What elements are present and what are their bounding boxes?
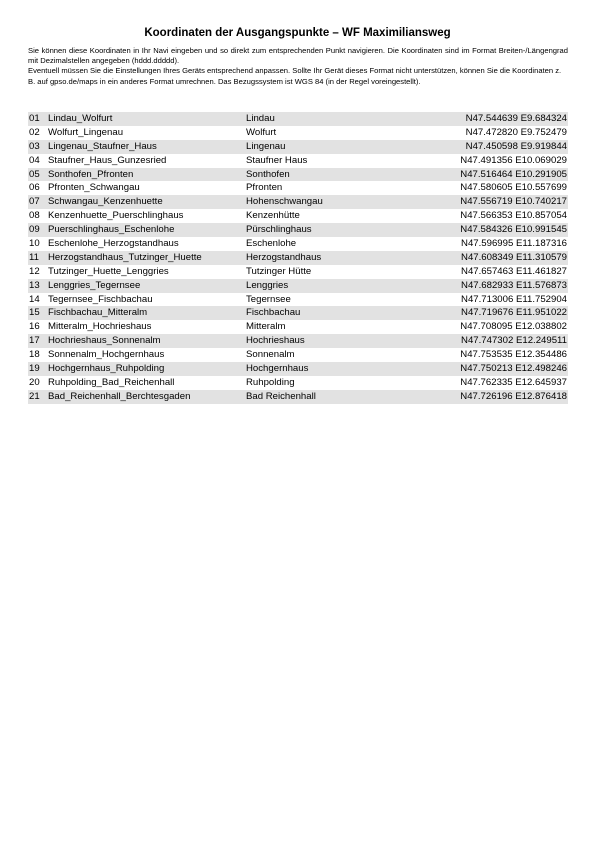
start-point: Pfronten (246, 182, 283, 194)
route-name: Hochgernhaus_Ruhpolding (48, 363, 165, 375)
start-point: Kenzenhütte (246, 210, 300, 222)
table-row (28, 390, 568, 404)
start-point: Wolfurt (246, 126, 277, 138)
start-point: Pürschlinghaus (246, 224, 312, 236)
row-number: 14 (29, 293, 40, 305)
page-title: Koordinaten der Ausgangspunkte – WF Maximiliansweg (144, 27, 451, 39)
route-name: Fischbachau_Mitteralm (48, 307, 148, 319)
row-number: 18 (29, 349, 40, 361)
coordinates: N47.726196 E12.876418 (460, 390, 567, 402)
row-number: 19 (29, 363, 40, 375)
route-name: Ruhpolding_Bad_Reichenhall (48, 376, 175, 388)
start-point: Staufner Haus (246, 154, 308, 166)
route-name: Bad_Reichenhall_Berchtesgaden (48, 390, 191, 402)
start-point: Sonthofen (246, 168, 290, 180)
route-name: Sonnenalm_Hochgernhaus (48, 349, 165, 361)
start-point: Lingenau (246, 140, 286, 152)
start-point: Lindau (246, 113, 275, 124)
start-point: Hohenschwangau (246, 196, 323, 208)
route-name: Sonthofen_Pfronten (48, 168, 134, 180)
row-number: 07 (29, 196, 40, 208)
coordinates: N47.472820 E9.752479 (465, 126, 567, 138)
coordinates: N47.584326 E10.991545 (460, 224, 567, 236)
row-number: 17 (29, 335, 40, 347)
table-row (28, 362, 568, 376)
coordinates: N47.708095 E12.038802 (460, 321, 567, 333)
coordinates-table (28, 112, 568, 404)
table-row (28, 293, 568, 307)
start-point: Tegernsee (246, 293, 291, 305)
row-number: 02 (29, 126, 40, 138)
row-number: 12 (29, 265, 40, 277)
start-point: Mitteralm (246, 321, 286, 333)
start-point: Lenggries (246, 279, 289, 291)
table-row (28, 306, 568, 320)
coordinates: N47.608349 E11.310579 (461, 251, 567, 263)
table-row (28, 154, 568, 168)
table-row (28, 223, 568, 237)
route-name: Lindau_Wolfurt (48, 113, 113, 124)
row-number: 13 (29, 279, 40, 291)
intro-paragraph-2: Eventuell müssen Sie die Einstellungen Ihres Geräts entsprechend anpassen. Sollte Ihr Gerät dieses Format nicht unterstützen, können Sie die Koordinaten z. B. auf gpso.de/maps in ein anderes Format umrechnen. Das Bezugssystem ist WGS 84 (in der Regel voreingestellt). (28, 66, 562, 86)
route-name: Puerschlinghaus_Eschenlohe (48, 224, 175, 236)
coordinates: N47.556719 E10.740217 (460, 196, 567, 208)
coordinates: N47.544639 E9.684324 (465, 113, 567, 124)
row-number: 20 (29, 376, 40, 388)
coordinates: N47.713006 E11.752904 (461, 293, 567, 305)
intro-paragraph-1: Sie können diese Koordinaten in Ihr Navi eingeben und so direkt zum entsprechenden Punkt navigieren. Die Koordinaten sind im Format Breiten-/Längengrad mit Dezimalstellen angegeben (hddd.ddddd). (28, 46, 568, 66)
table-row (28, 168, 568, 182)
coordinates: N47.491356 E10.069029 (460, 154, 567, 166)
table-row (28, 251, 568, 265)
coordinates: N47.566353 E10.857054 (460, 210, 567, 222)
start-point: Herzogstandhaus (246, 251, 322, 263)
start-point: Fischbachau (246, 307, 301, 319)
table-row (28, 195, 568, 209)
route-name: Mitteralm_Hochrieshaus (48, 321, 152, 333)
coordinates: N47.580605 E10.557699 (460, 182, 567, 194)
start-point: Hochrieshaus (246, 335, 305, 347)
row-number: 09 (29, 224, 40, 236)
row-number: 04 (29, 154, 40, 166)
table-row (28, 376, 568, 390)
table-row (28, 265, 568, 279)
route-name: Schwangau_Kenzenhuette (48, 196, 163, 208)
row-number: 03 (29, 140, 40, 152)
coordinates: N47.750213 E12.498246 (460, 363, 567, 375)
row-number: 10 (29, 238, 40, 250)
route-name: Tutzinger_Huette_Lenggries (48, 265, 169, 277)
table-row (28, 126, 568, 140)
start-point: Sonnenalm (246, 349, 295, 361)
route-name: Kenzenhuette_Puerschlinghaus (48, 210, 184, 222)
coordinates: N47.682933 E11.576873 (461, 279, 567, 291)
route-name: Lenggries_Tegernsee (48, 279, 141, 291)
route-name: Staufner_Haus_Gunzesried (48, 154, 167, 166)
table-row (28, 209, 568, 223)
coordinates: N47.747302 E12.249511 (461, 335, 567, 347)
table-row (28, 140, 568, 154)
start-point: Bad Reichenhall (246, 390, 316, 402)
coordinates: N47.596995 E11.187316 (461, 238, 567, 250)
start-point: Hochgernhaus (246, 363, 309, 375)
table-row (28, 320, 568, 334)
row-number: 01 (29, 113, 40, 124)
route-name: Pfronten_Schwangau (48, 182, 140, 194)
route-name: Wolfurt_Lingenau (48, 126, 124, 138)
route-name: Eschenlohe_Herzogstandhaus (48, 238, 179, 250)
route-name: Herzogstandhaus_Tutzinger_Huette (48, 251, 202, 263)
row-number: 21 (29, 390, 40, 402)
route-name: Tegernsee_Fischbachau (48, 293, 153, 305)
table-row (28, 181, 568, 195)
row-number: 08 (29, 210, 40, 222)
start-point: Ruhpolding (246, 376, 295, 388)
coordinates: N47.762335 E12.645937 (460, 376, 567, 388)
start-point: Eschenlohe (246, 238, 297, 250)
route-name: Hochrieshaus_Sonnenalm (48, 335, 161, 347)
route-name: Lingenau_Staufner_Haus (48, 140, 157, 152)
coordinates: N47.719676 E11.951022 (461, 307, 567, 319)
table-row (28, 237, 568, 251)
row-number: 06 (29, 182, 40, 194)
row-number: 05 (29, 168, 40, 180)
table-row (28, 334, 568, 348)
row-number: 15 (29, 307, 40, 319)
coordinates: N47.657463 E11.461827 (461, 265, 567, 277)
table-row (28, 279, 568, 293)
coordinates: N47.753535 E12.354486 (460, 349, 567, 361)
row-number: 11 (29, 251, 39, 263)
coordinates: N47.450598 E9.919844 (465, 140, 567, 152)
row-number: 16 (29, 321, 40, 333)
table-row (28, 348, 568, 362)
table-row (28, 112, 568, 126)
intro-text (28, 46, 568, 87)
coordinates: N47.516464 E10.291905 (460, 168, 567, 180)
start-point: Tutzinger Hütte (246, 265, 312, 277)
